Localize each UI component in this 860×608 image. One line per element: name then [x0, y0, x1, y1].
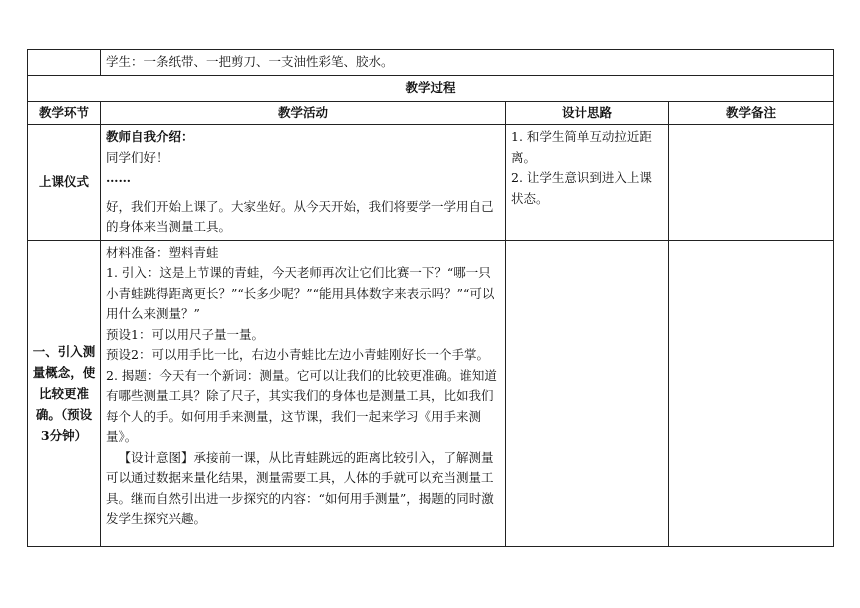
header-notes: 教学备注 — [669, 102, 834, 125]
activity-intro-p3: 预设1：可以用尺子量一量。 — [106, 326, 264, 342]
row-ceremony — [28, 125, 834, 241]
design-introduction — [506, 240, 669, 546]
activity-ceremony-line3: 好，我们开始上课了。大家坐好。从今天开始，我们将要学一学用自己的身体来当测量工具。 — [106, 198, 494, 234]
activity-ceremony-line2: …… — [106, 170, 131, 185]
activity-intro-p6: 【设计意图】承接前一课，从比青蛙跳远的距离比较引入，了解测量可以通过数据来量化结果，测量需要工具，人体的手就可以充当测量工具。继而自然引出进一步探究的内容：“如何用手测量”，揭题的同时激发学生探究兴趣。 — [106, 449, 494, 526]
materials-empty-cell — [28, 50, 101, 76]
activity-intro-p5: 2. 揭题：今天有一个新词：测量。它可以让我们的比较更准确。谁知道有哪些测量工具？除了尺子，其实我们的身体也是测量工具，比如我们每个人的手。如何用手来测量，这节课，我们一起来学习《用手来测量》。 — [106, 367, 497, 444]
student-materials-cell — [101, 50, 834, 76]
activity-ceremony-line1: 同学们好！ — [106, 149, 169, 165]
activity-intro-p1: 材料准备：塑料青蛙 — [106, 244, 219, 260]
header-row — [28, 102, 834, 125]
activity-introduction — [101, 240, 506, 546]
lesson-plan-table — [27, 49, 834, 547]
activity-intro-p4: 预设2：可以用手比一比，右边小青蛙比左边小青蛙刚好长一个手掌。 — [106, 347, 489, 362]
student-materials-text: 学生：一条纸带、一把剪刀、一支油性彩笔、胶水。 — [106, 54, 394, 70]
design-ceremony-p2: 2. 让学生意识到进入上课状态。 — [511, 170, 652, 206]
section-title-row — [28, 76, 834, 102]
row-introduction — [28, 240, 834, 546]
header-activity: 教学活动 — [101, 102, 506, 125]
activity-ceremony — [101, 125, 506, 241]
activity-ceremony-heading: 教师自我介绍： — [106, 129, 194, 144]
notes-introduction — [669, 240, 834, 546]
stage-ceremony: 上课仪式 — [28, 125, 101, 241]
materials-row — [28, 50, 834, 76]
design-ceremony — [506, 125, 669, 241]
notes-ceremony — [669, 125, 834, 241]
activity-intro-p2: 1. 引入：这是上节课的青蛙，今天老师再次让它们比赛一下？“哪一只小青蛙跳得距离更长？”“长多少呢？”“能用具体数字来表示吗？”“可以用什么来测量？” — [106, 265, 495, 321]
header-stage: 教学环节 — [28, 102, 101, 125]
section-title: 教学过程 — [28, 76, 834, 102]
header-design: 设计思路 — [506, 102, 669, 125]
stage-introduction: 一、引入测量概念，使比较更准确。（预设3分钟） — [28, 240, 101, 546]
design-ceremony-p1: 1. 和学生简单互动拉近距离。 — [511, 129, 652, 165]
